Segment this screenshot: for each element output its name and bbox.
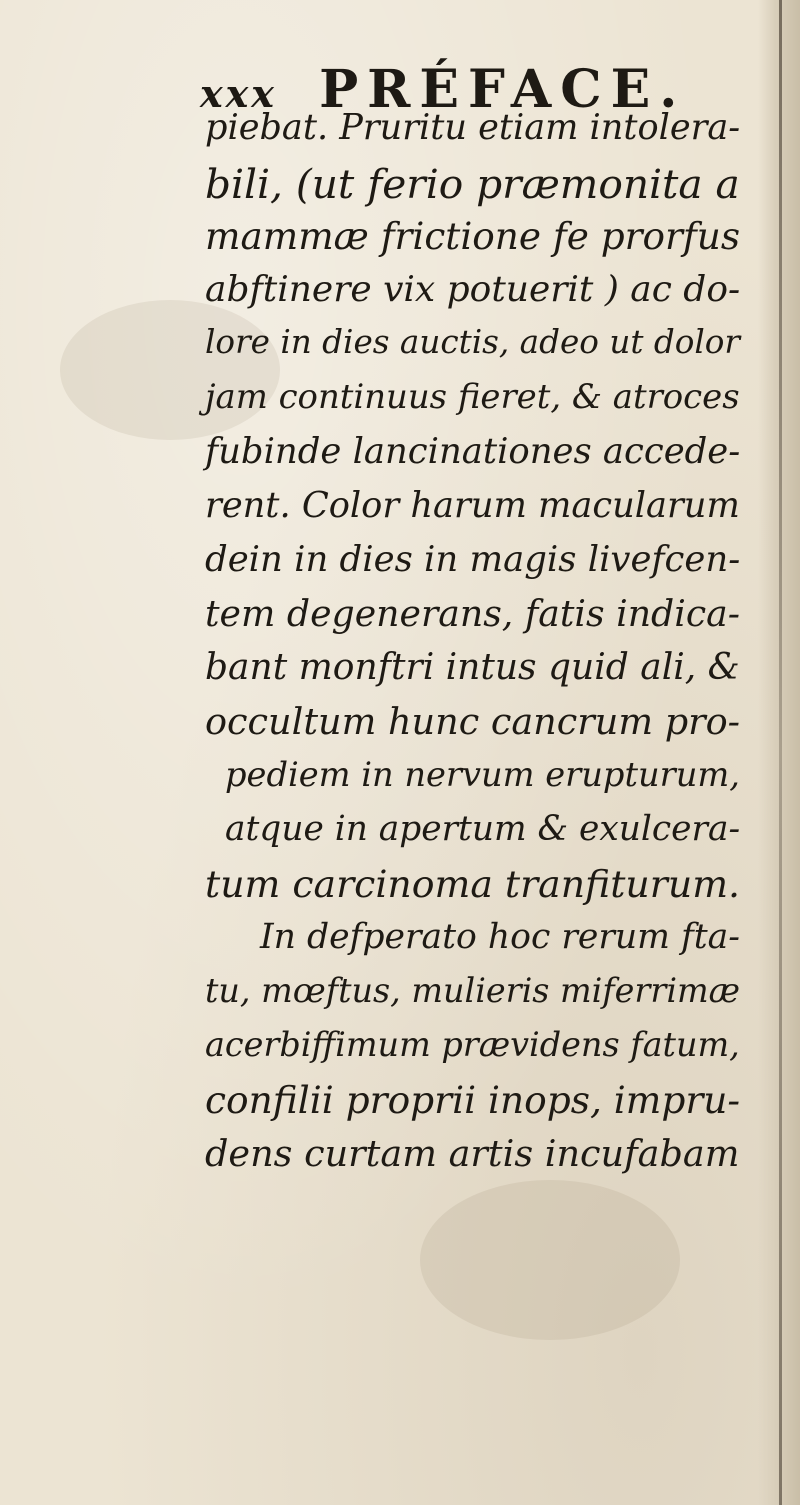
text-line: In defperato hoc rerum fta-: [260, 917, 740, 957]
running-title: PRÉFACE.: [319, 59, 687, 120]
text-line: tum carcinoma tranfiturum.: [205, 862, 741, 906]
text-line: tem degenerans, fatis indica-: [205, 592, 740, 635]
text-line: pediem in nervum erupturum,: [225, 755, 740, 794]
text-line: piebat. Pruritu etiam intolera-: [205, 107, 741, 148]
text-line: occultum hunc cancrum pro-: [205, 700, 741, 743]
text-line: acerbiffimum prævidens fatum,: [205, 1025, 740, 1064]
text-line: bili, (ut ferio præmonita a: [205, 160, 740, 208]
text-line: bant monftri intus quid ali, &: [205, 647, 740, 688]
text-line: atque in apertum & exulcera-: [225, 809, 741, 849]
text-line: lore in dies auctis, adeo ut dolor: [205, 323, 741, 361]
text-line: jam continuus fieret, & atroces: [205, 377, 740, 416]
text-line: fubinde lancinationes accede-: [205, 431, 741, 472]
text-line: abftinere vix potuerit ) ac do-: [205, 269, 741, 310]
folio-number: xxx: [200, 71, 277, 116]
page-binding-edge: [779, 0, 782, 1505]
text-line: mammæ frictione fe prorfus: [205, 214, 741, 258]
text-line: rent. Color harum macularum: [205, 485, 740, 526]
text-line: dein in dies in magis livefcen-: [205, 539, 741, 580]
text-line: dens curtam artis incufabam: [205, 1132, 740, 1175]
text-line: tu, mœftus, mulieris miferrimæ: [205, 971, 741, 1010]
text-line: confilii proprii inops, impru-: [205, 1078, 741, 1122]
